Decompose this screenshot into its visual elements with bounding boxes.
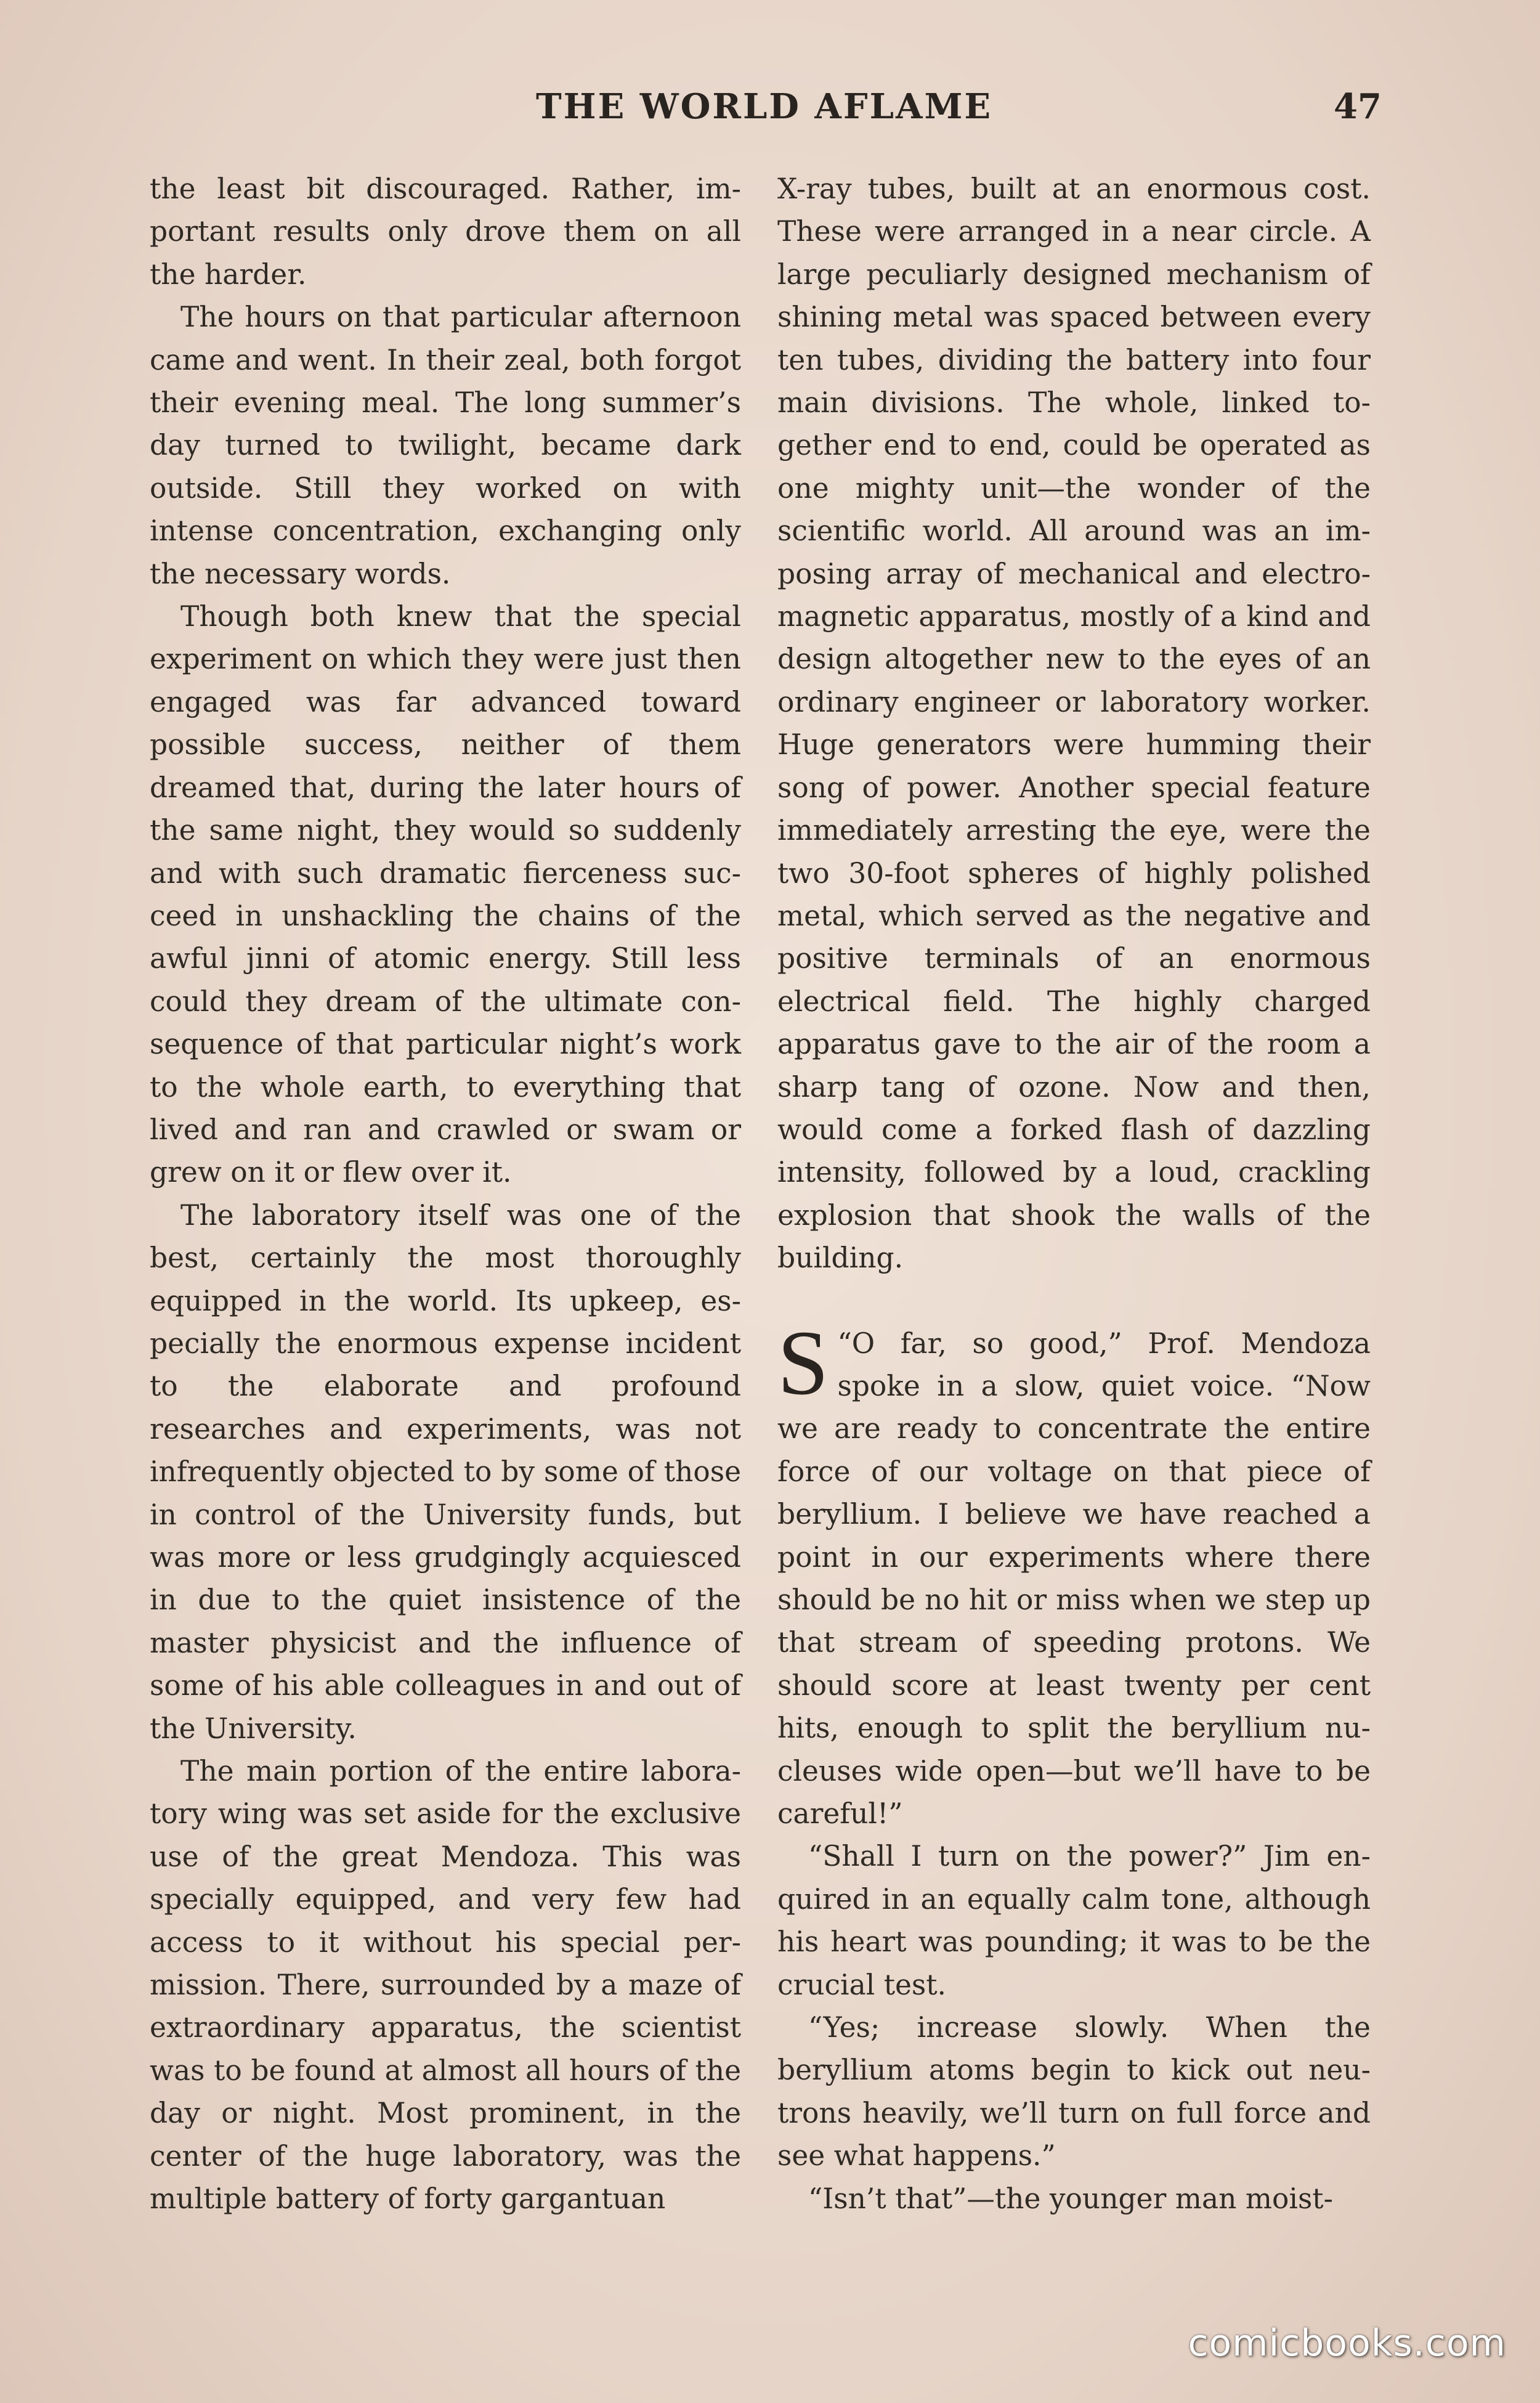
running-title: THE WORLD AFLAME (536, 86, 993, 127)
paragraph: the least bit discouraged. Rather, important results only drove them on all the harder. (150, 173, 741, 291)
section-break (777, 1280, 1371, 1322)
paragraph: The main portion of the entire laboratory wing was set aside for the exclusive use of the great Mendoza. This was specially equipped, and very few had access to it without his special permission. There, surrounded by a maze of extraordinary apparatus, the scientist was to be found at almost all hours of the day or night. Most prominent, in the center of the huge laboratory, was the multiple battery of forty gargantuan (150, 1755, 741, 2216)
paragraph: X-ray tubes, built at an enormous cost. These were arranged in a near circle. A large peculiarly designed mechanism of shining metal was spaced between every ten tubes, dividing the battery into four main divisions. The whole, linked together end to end, could be operated as one mighty unit—the wonder of the scientific world. All around was an imposing array of mechanical and electromagnetic apparatus, mostly of a kind and design altogether new to the eyes of an ordinary engineer or laboratory worker. Huge generators were humming their song of power. Another special feature immediately arresting the eye, were the two 30-foot spheres of highly polished metal, which served as the negative and positive terminals of an enormous electrical field. The highly charged apparatus gave to the air of the room a sharp tang of ozone. Now and then, would come a forked flash of dazzling intensity, followed by a loud, crackling explosion that shook the walls of the building. (777, 173, 1371, 1275)
paragraph: “Shall I turn on the power?” Jim enquired in an equally calm tone, although his heart was pounding; it was to be the crucial test. (777, 1840, 1371, 2001)
left-column (150, 168, 741, 2221)
watermark-logo: comicbooks.com (1188, 2322, 1506, 2365)
drop-cap: S (777, 1311, 829, 1414)
page-number: 47 (1334, 86, 1382, 127)
dropcap-paragraph (777, 1311, 1371, 1836)
paragraph: Though both knew that the special experiment on which they were just then engaged was far advanced toward possible success, neither of them dreamed that, during the later hours of the same night, they would so suddenly and with such dramatic fierceness succeed in unshackling the chains of the awful jinni of atomic energy. Still less could they dream of the ultimate consequence of that particular night’s work to the whole earth, to everything that lived and ran and crawled or swam or grew on it or flew over it. (150, 600, 741, 1189)
paragraph: “Isn’t that”—the younger man moist- (808, 2182, 1333, 2215)
right-column (777, 168, 1371, 2220)
dropcap-paragraph-text: O far, so good,” Prof. Mendoza spoke in a slow, quiet voice. “Now we are ready to concentrate the entire force of our voltage on that piece of beryllium. I believe we have reached a point in our experiments where there should be no hit or miss when we step up that stream of speeding protons. We should score at least twenty per cent hits, enough to split the beryllium nucleuses wide open—but we’ll have to be careful!” (777, 1327, 1371, 1831)
page-header (0, 86, 1540, 136)
paragraph: The laboratory itself was one of the best, certainly the most thoroughly equipped in the world. Its upkeep, especially the enormous expense incident to the elaborate and profound researches and experiments, was not infrequently objected to by some of those in control of the University funds, but was more or less grudgingly acquiesced in due to the quiet insistence of the master physicist and the influence of some of his able colleagues in and out of the University. (150, 1198, 741, 1745)
open-quote: “ (837, 1327, 852, 1360)
paragraph: The hours on that particular afternoon came and went. In their zeal, both forgot their evening meal. The long summer’s day turned to twilight, became dark outside. Still they worked on with intense concentration, exchanging only the necessary words. (150, 301, 741, 590)
paragraph: “Yes; increase slowly. When the beryllium atoms begin to kick out neutrons heavily, we’ll turn on full force and see what happens.” (777, 2011, 1371, 2173)
